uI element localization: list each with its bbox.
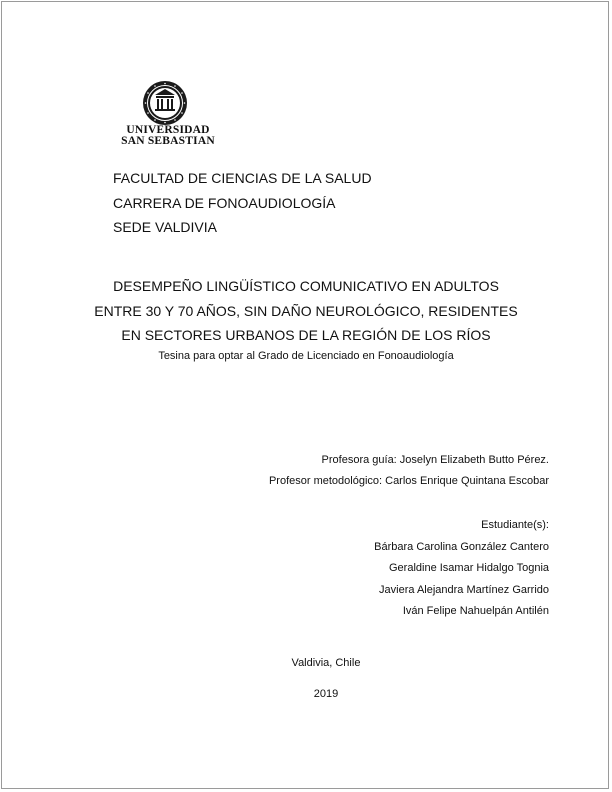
- campus-name: SEDE VALDIVIA: [113, 219, 218, 235]
- thesis-title-block: [60, 274, 552, 363]
- thesis-subtitle: Tesina para optar al Grado de Licenciado en Fonoaudiología: [158, 349, 454, 362]
- students-heading: Estudiante(s):: [481, 519, 549, 531]
- university-logo: [118, 80, 218, 150]
- advisors-block: [129, 450, 549, 492]
- thesis-title-line-2: ENTRE 30 Y 70 AÑOS, SIN DAÑO NEUROLÓGICO, RESIDENTES: [94, 302, 518, 319]
- logo-text-line-1: UNIVERSIDAD: [126, 124, 210, 136]
- guide-professor: Profesora guía: Joselyn Elizabeth Butto Pérez.: [321, 454, 549, 466]
- university-seal-icon: [142, 80, 188, 126]
- career-name: CARRERA DE FONOAUDIOLOGÍA: [113, 194, 336, 211]
- thesis-title-line-1: DESEMPEÑO LINGÜÍSTICO COMUNICATIVO EN ADULTOS: [113, 278, 499, 294]
- year: 2019: [313, 688, 339, 700]
- methodological-professor: Profesor metodológico: Carlos Enrique Quintana Escobar: [268, 475, 549, 487]
- logo-text-line-2: SAN SEBASTIAN: [121, 135, 215, 147]
- faculty-name: FACULTAD DE CIENCIAS DE LA SALUD: [113, 170, 372, 186]
- students-block: [249, 515, 549, 623]
- student-name: Bárbara Carolina González Cantero: [374, 540, 549, 553]
- place: Valdivia, Chile: [291, 657, 361, 669]
- page-border: [1, 1, 609, 789]
- student-name: Iván Felipe Nahuelpán Antilén: [402, 605, 549, 617]
- student-name: Geraldine Isamar Hidalgo Tognia: [389, 562, 549, 574]
- thesis-title-line-3: EN SECTORES URBANOS DE LA REGIÓN DE LOS RÍOS: [121, 327, 491, 343]
- student-name: Javiera Alejandra Martínez Garrido: [379, 583, 549, 596]
- faculty-block: [113, 166, 493, 240]
